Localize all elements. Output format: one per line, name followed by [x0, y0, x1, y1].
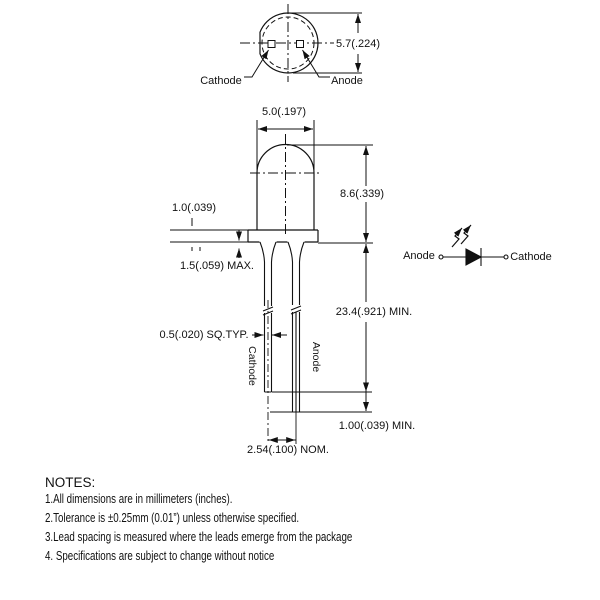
- notes-title: NOTES:: [45, 475, 96, 490]
- light-emission-arrow-icon: [452, 228, 462, 247]
- dim-lead-length-label: 23.4(.921) MIN.: [335, 306, 413, 318]
- dim-standoff-label: 1.5(.059) MAX.: [180, 260, 254, 272]
- cathode-lead: [260, 242, 276, 444]
- note-line-1: 1.All dimensions are in millimeters (inches).: [45, 491, 233, 506]
- diode-triangle-icon: [466, 249, 481, 265]
- top-view-centerlines: [240, 4, 336, 82]
- anode-pad: [297, 41, 304, 48]
- note-line-4: 4. Specifications are subject to change without notice: [45, 548, 275, 563]
- anode-lead-label: Anode: [310, 341, 322, 373]
- anode-lead: [288, 242, 304, 444]
- side-view: [248, 120, 322, 444]
- dim-lead-square-label: 0.5(.020) SQ.TYP.: [159, 329, 249, 341]
- dim-lead-spacing-label: 2.54(.100) NOM.: [247, 444, 329, 456]
- dim-body-width-label: 5.0(.197): [261, 106, 307, 118]
- top-anode-label: Anode: [331, 75, 363, 87]
- light-emission-arrow-icon: [461, 225, 471, 244]
- led-circuit-symbol: [439, 225, 508, 266]
- dim-flange-label: 1.0(.039): [171, 202, 217, 214]
- dim-lead-tip-label: 1.00(.039) MIN.: [338, 420, 416, 432]
- cathode-pad: [268, 41, 275, 48]
- dim-body-height-label: 8.6(.339): [339, 188, 385, 200]
- cathode-lead-label: Cathode: [246, 346, 258, 386]
- note-line-3: 3.Lead spacing is measured where the leads emerge from the package: [45, 529, 353, 544]
- flange: [248, 230, 318, 242]
- cathode-leader-line: [244, 50, 269, 77]
- flange-extension-lines: [170, 230, 248, 242]
- top-cathode-label: Cathode: [200, 75, 242, 87]
- cathode-terminal-circle: [504, 255, 508, 259]
- dim-diameter-label: 5.7(.224): [335, 38, 381, 50]
- leader-dashes: [192, 218, 200, 251]
- symbol-cathode-label: Cathode: [510, 251, 552, 263]
- left-dimensions: [170, 218, 287, 335]
- note-line-2: 2.Tolerance is ±0.25mm (0.01”) unless otherwise specified.: [45, 510, 300, 525]
- symbol-anode-label: Anode: [403, 250, 435, 262]
- anode-terminal-circle: [439, 255, 443, 259]
